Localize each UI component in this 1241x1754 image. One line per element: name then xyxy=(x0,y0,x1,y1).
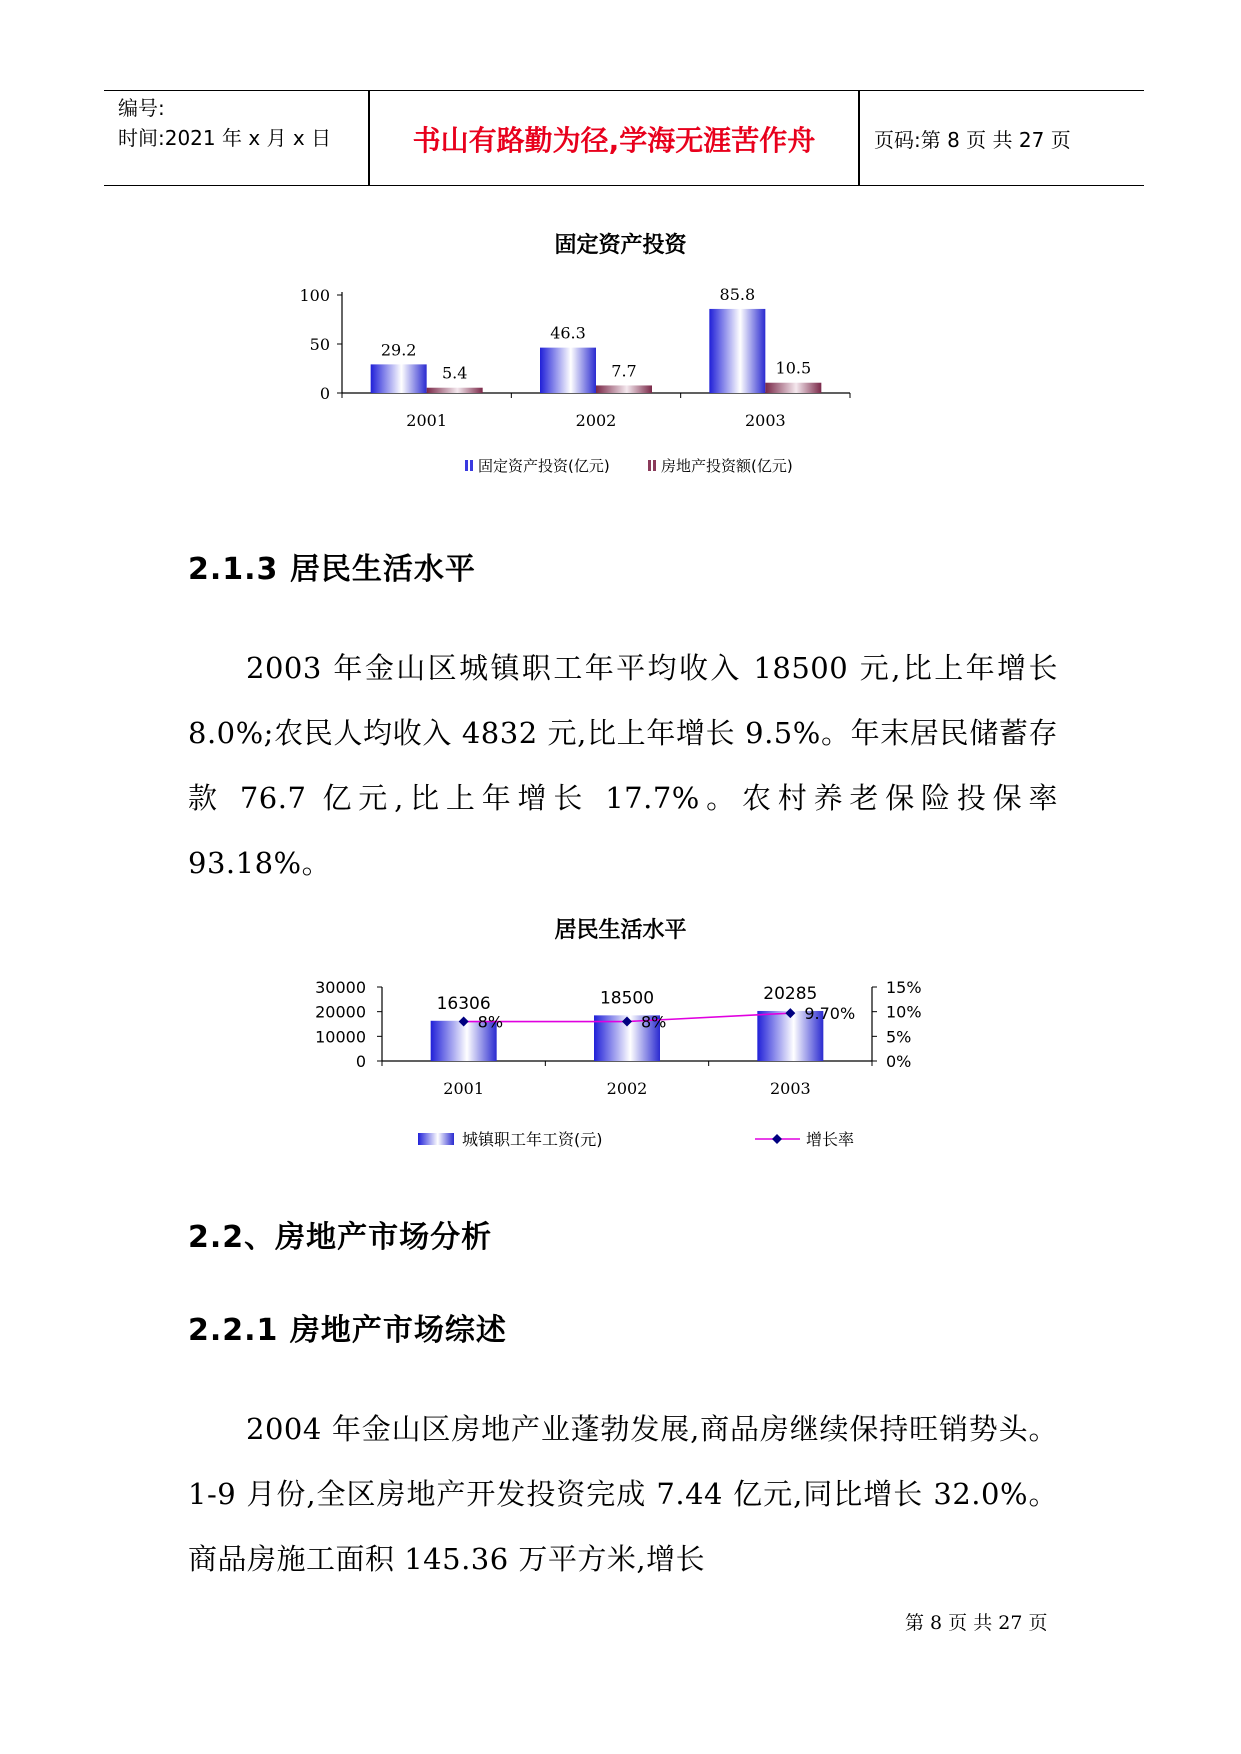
chart1-bar xyxy=(427,388,483,393)
chart1-y-tick-label: 50 xyxy=(309,335,330,354)
page-footer: 第 8 页 共 27 页 xyxy=(905,1612,1048,1634)
chart1-bar xyxy=(540,348,596,393)
chart1-title: 固定资产投资 xyxy=(554,233,687,258)
chart1-data-label: 10.5 xyxy=(775,358,812,378)
chart1-data-label: 46.3 xyxy=(550,323,586,343)
chart2-y-tick-label: 30000 xyxy=(315,978,366,997)
chart1-data-label: 7.7 xyxy=(611,361,637,381)
chart2-y2-tick-label: 10% xyxy=(886,1002,922,1022)
chart2-legend-label: 增长率 xyxy=(806,1130,855,1149)
chart2-data-label: 16306 xyxy=(436,993,491,1014)
chart2-growth-label: 8% xyxy=(477,1012,504,1032)
header-number: 编号: xyxy=(118,96,165,120)
section-heading-2-2: 2.2、房地产市场分析 xyxy=(188,1220,493,1255)
chart2-marks xyxy=(431,984,855,1061)
chart1-x-tick-label: 2001 xyxy=(406,411,448,430)
chart1-legend-label: 固定资产投资(亿元) xyxy=(478,457,610,475)
chart2-y-tick-label: 20000 xyxy=(315,1002,366,1022)
chart2-y-tick-label: 0 xyxy=(355,1052,366,1071)
chart2-data-label: 20285 xyxy=(763,983,818,1004)
chart1-y-tick-label: 100 xyxy=(299,286,330,305)
chart2-legend xyxy=(418,1130,854,1149)
chart1-bar xyxy=(596,385,652,393)
page-header xyxy=(104,90,1144,186)
chart2-legend-swatch xyxy=(418,1133,454,1145)
chart2-y2-tick-label: 15% xyxy=(886,978,922,997)
chart2-x-tick-label: 2001 xyxy=(443,1079,485,1098)
header-motto: 书山有路勤为径,学海无涯苦作舟 xyxy=(412,124,816,157)
chart1-bar xyxy=(709,309,765,393)
chart1-legend-swatch xyxy=(470,460,473,471)
chart2-x-tick-label: 2003 xyxy=(769,1079,811,1098)
chart1-bar xyxy=(371,364,427,393)
paragraph-resident-income: 2003 年金山区城镇职工年平均收入 18500 元,比上年增长 8.0%;农民人均收入 4832 元,比上年增长 9.5%。年末居民储蓄存款 76.7 亿元,比上年增长 17.7%。农村养老保险投保率 93.18%。 xyxy=(188,651,1058,880)
chart1-y-tick-label: 0 xyxy=(319,384,330,403)
header-time: 时间:2021 年 x 月 x 日 xyxy=(118,126,332,150)
chart1-data-label: 5.4 xyxy=(441,363,468,383)
chart1-legend xyxy=(465,457,793,475)
header-page-number: 页码:第 8 页 共 27 页 xyxy=(874,128,1071,152)
chart2-y2-tick-label: 0% xyxy=(886,1052,912,1071)
chart2-resident-living-standard xyxy=(300,965,960,1160)
chart2-growth-label: 9.70% xyxy=(804,1004,856,1024)
chart2-x-tick-label: 2002 xyxy=(606,1079,648,1098)
chart1-legend-swatch xyxy=(648,460,651,471)
chart1-x-tick-label: 2003 xyxy=(744,411,786,430)
chart1-data-label: 29.2 xyxy=(380,340,417,360)
chart2-legend-marker xyxy=(772,1134,782,1144)
chart2-y-tick-label: 10000 xyxy=(315,1027,366,1047)
chart2-y2-tick-label: 5% xyxy=(886,1027,912,1047)
header-meta xyxy=(118,93,331,153)
chart1-data-label: 85.8 xyxy=(719,284,756,304)
chart1-fixed-asset-investment xyxy=(280,280,980,490)
section-heading-2-2-1: 2.2.1 房地产市场综述 xyxy=(188,1313,507,1348)
chart1-marks xyxy=(371,285,822,393)
chart1-legend-swatch xyxy=(653,460,656,471)
chart2-legend-label: 城镇职工年工资(元) xyxy=(462,1130,603,1149)
chart1-bar xyxy=(765,383,821,393)
chart2-data-label: 18500 xyxy=(599,988,655,1009)
chart2-title: 居民生活水平 xyxy=(554,918,687,943)
chart1-legend-swatch xyxy=(465,460,468,471)
section-heading-2-1-3: 2.1.3 居民生活水平 xyxy=(188,552,476,587)
chart2-growth-label: 8% xyxy=(641,1012,667,1032)
header-divider xyxy=(858,91,860,185)
chart1-x-tick-label: 2002 xyxy=(575,411,617,430)
paragraph-real-estate-overview: 2004 年金山区房地产业蓬勃发展,商品房继续保持旺销势头。1-9 月份,全区房地产开发投资完成 7.44 亿元,同比增长 32.0%。商品房施工面积 145.36 万平方米,增长 xyxy=(188,1412,1058,1576)
chart1-legend-label: 房地产投资额(亿元) xyxy=(661,457,793,475)
